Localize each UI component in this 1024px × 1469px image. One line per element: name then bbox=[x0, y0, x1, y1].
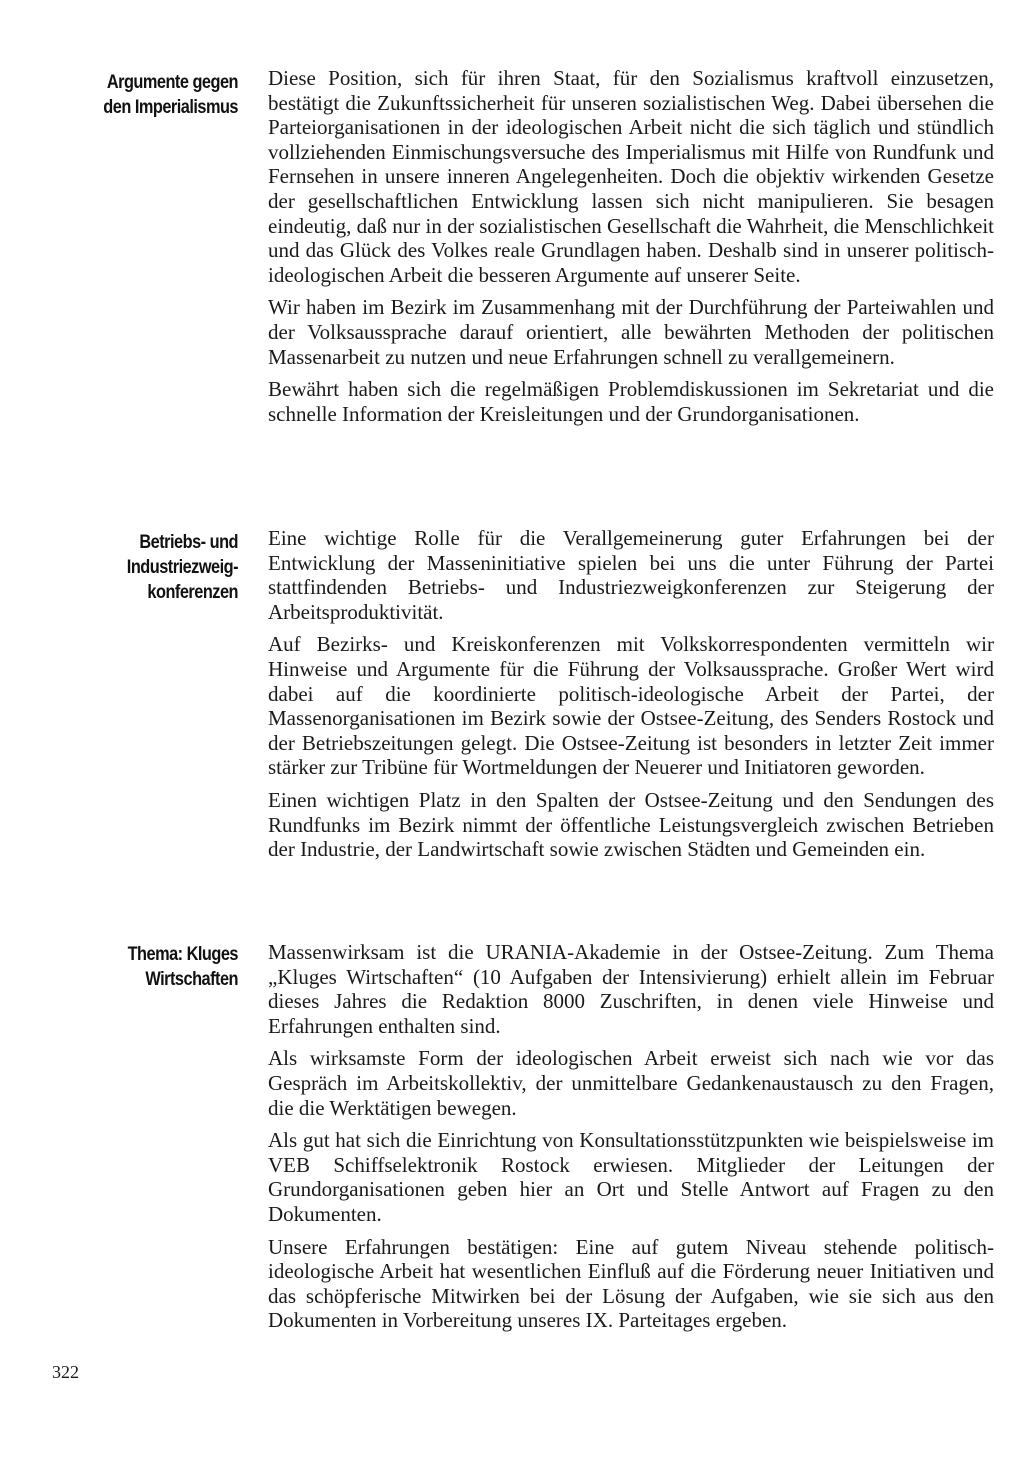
paragraph: Wir haben im Bezirk im Zusammenhang mit der Durchführung der Parteiwahlen und der Volksaussprache darauf orientiert, alle bewährten Methoden der politischen Massenarbeit zu nutzen und neue Erfahrungen schnell zu verallgemeinern. bbox=[268, 295, 994, 369]
paragraph: Auf Bezirks- und Kreiskonferenzen mit Volkskorrespondenten vermitteln wir Hinweise und Argumente für die Führung der Volksaussprache. Großer Wert wird dabei auf die koordinierte politisch-ideologische Arbeit der Partei, der Massenorganisationen im Bezirk sowie der Ostsee-Zeitung, des Senders Rostock und der Betriebszeitungen gelegt. Die Ostsee-Zeitung ist besonders in letzter Zeit immer stärker zur Tribüne für Wortmeldungen der Neuerer und Initiatoren geworden. bbox=[268, 632, 994, 780]
section-kluges-wirtschaften bbox=[268, 940, 994, 1341]
side-note-line: Argumente gegen bbox=[106, 72, 239, 93]
side-note-line: den Imperialismus bbox=[103, 97, 238, 118]
side-note-line: Industriezweig- bbox=[126, 557, 238, 578]
paragraph: Als wirksamste Form der ideologischen Arbeit erweist sich nach wie vor das Gespräch im Arbeitskollektiv, der unmittelbare Gedankenaustausch zu den Fragen, die die Werktätigen bewegen. bbox=[268, 1046, 994, 1120]
paragraph: Unsere Erfahrungen bestätigen: Eine auf gutem Niveau stehende politisch-ideologische Arbeit hat wesentlichen Einfluß auf die Förderung neuer Initiativen und das schöpferische Mitwirken bei der Lösung der Aufgaben, wie sie sich aus den Dokumenten in Vorbereitung unseres IX. Parteitages ergeben. bbox=[268, 1234, 994, 1333]
side-note-konferenzen bbox=[92, 530, 238, 605]
paragraph: Diese Position, sich für ihren Staat, für den Sozialismus kraftvoll einzusetzen, bestätigt die Zukunftssicherheit für unseren sozialistischen Weg. Dabei übersehen die Parteiorganisationen in der ideologischen Arbeit nicht die sich täglich und stündlich vollziehenden Einmischungsversuche des Imperialismus mit Hilfe von Rundfunk und Fernsehen in unsere inneren Angelegenheiten. Doch die objektiv wirkenden Gesetze der gesellschaftlichen Entwicklung lassen sich nicht manipulieren. Sie besagen eindeutig, daß nur in der sozialistischen Gesellschaft die Wahrheit, die Menschlichkeit und das Glück des Volkes reale Grundlagen haben. Deshalb sind in unserer politisch-ideologischen Arbeit die besseren Argumente auf unserer Seite. bbox=[268, 66, 994, 287]
side-note-line: Betriebs- und bbox=[139, 532, 238, 553]
side-note-kluges-wirtschaften bbox=[92, 942, 238, 992]
side-note-line: Wirtschaften bbox=[145, 969, 238, 990]
side-note-line: Thema: Kluges bbox=[127, 944, 238, 965]
side-note-argumente bbox=[92, 70, 238, 120]
paragraph: Massenwirksam ist die URANIA-Akademie in der Ostsee-Zeitung. Zum Thema „Kluges Wirtschaften“ (10 Aufgaben der Intensivierung) erhielt allein im Februar dieses Jahres die Redaktion 8000 Zuschriften, in denen viele Hinweise und Erfahrungen enthalten sind. bbox=[268, 940, 994, 1038]
page-number: 322 bbox=[52, 1362, 79, 1382]
side-note-line: konferenzen bbox=[147, 582, 238, 603]
paragraph: Eine wichtige Rolle für die Verallgemeinerung guter Erfahrungen bei der Entwicklung der Masseninitiative spielen bei uns die unter Führung der Partei stattfindenden Betriebs- und Industriezweigkonferenzen zur Steigerung der Arbeitsproduktivität. bbox=[268, 526, 994, 624]
paragraph: Als gut hat sich die Einrichtung von Konsultationsstützpunkten wie beispielsweise im VEB Schiffselektronik Rostock erwiesen. Mitglieder der Leitungen der Grundorganisationen geben hier an Ort und Stelle Antwort auf Fragen zu den Dokumenten. bbox=[268, 1128, 994, 1226]
paragraph: Einen wichtigen Platz in den Spalten der Ostsee-Zeitung und den Sendungen des Rundfunks im Bezirk nimmt der öffentliche Leistungsvergleich zwischen Betrieben der Industrie, der Landwirtschaft sowie zwischen Städten und Gemeinden ein. bbox=[268, 787, 994, 862]
section-argumente bbox=[268, 66, 994, 434]
paragraph: Bewährt haben sich die regelmäßigen Problemdiskussionen im Sekretariat und die schnelle Information der Kreisleitungen und der Grundorganisationen. bbox=[268, 377, 994, 426]
section-konferenzen bbox=[268, 526, 994, 870]
